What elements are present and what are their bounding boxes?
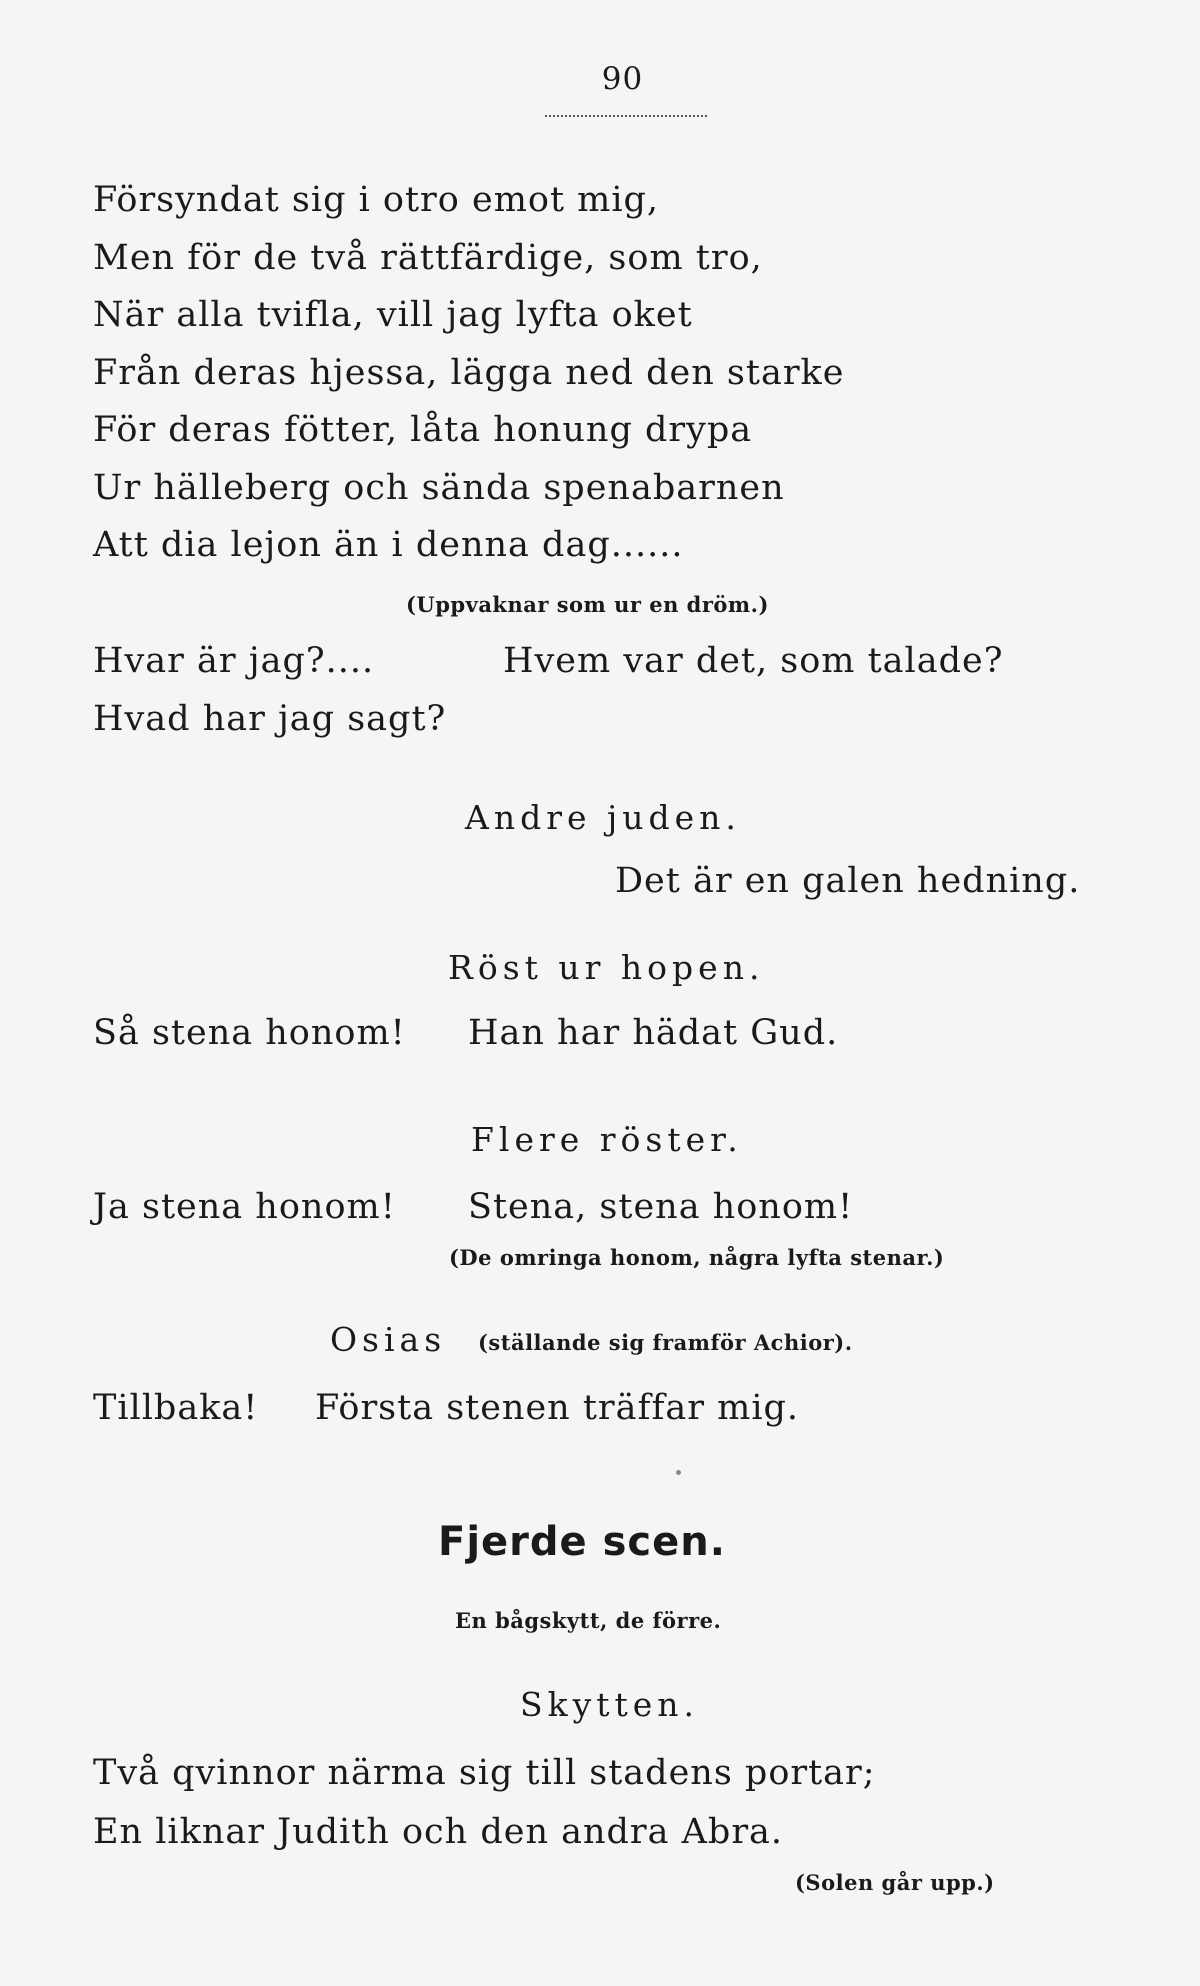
line-hvem-var-det: Hvem var det, som talade?: [503, 641, 1004, 681]
verse-line-6: Ur hälleberg och sända spenabarnen: [93, 468, 785, 508]
line-forsta-stenen: Första stenen träffar mig.: [315, 1388, 800, 1428]
speaker-flere-roster: Flere röster.: [471, 1120, 743, 1159]
verse-line-3: När alla tvifla, vill jag lyfta oket: [93, 295, 693, 335]
line-ja-stena-honom: Ja stena honom!: [93, 1187, 396, 1227]
line-stena-stena-honom: Stena, stena honom!: [468, 1187, 854, 1227]
verse-line-5: För deras fötter, låta honung drypa: [93, 410, 753, 450]
line-hvad-har-jag-sagt: Hvad har jag sagt?: [93, 699, 447, 739]
stage-direction-awakens: (Uppvaknar som ur en dröm.): [406, 592, 769, 617]
verse-line-1: Försyndat sig i otro emot mig,: [93, 180, 660, 220]
verse-line-7: Att dia lejon än i denna dag......: [93, 525, 684, 565]
verse-line-4: Från deras hjessa, lägga ned den starke: [93, 353, 845, 393]
stage-direction-osias: (ställande sig framför Achior).: [478, 1330, 853, 1355]
line-sa-stena-honom: Så stena honom!: [93, 1013, 406, 1053]
line-galen-hedning: Det är en galen hedning.: [615, 861, 1081, 901]
line-han-har-hadat: Han har hädat Gud.: [468, 1013, 839, 1053]
stage-direction-stones: (De omringa honom, några lyfta stenar.): [449, 1245, 945, 1270]
speaker-andre-juden: Andre juden.: [465, 798, 741, 837]
header-rule: [545, 115, 707, 117]
line-tillbaka: Tillbaka!: [93, 1388, 259, 1428]
stage-direction-sunrise: (Solen går upp.): [795, 1870, 995, 1895]
ornament-dot: [676, 1470, 681, 1475]
scene-cast: En bågskytt, de förre.: [455, 1608, 722, 1633]
speaker-rost-ur-hopen: Röst ur hopen.: [448, 948, 765, 987]
speaker-osias: Osias: [330, 1320, 447, 1359]
verse-line-2: Men för de två rättfärdige, som tro,: [93, 238, 763, 278]
scene-title: Fjerde scen.: [438, 1519, 726, 1565]
line-hvar-ar-jag: Hvar är jag?....: [93, 641, 375, 681]
line-tva-qvinnor: Två qvinnor närma sig till stadens portar;: [93, 1753, 876, 1793]
speaker-skytten: Skytten.: [520, 1685, 700, 1724]
line-en-liknar-judith: En liknar Judith och den andra Abra.: [93, 1812, 784, 1852]
page-number: 90: [601, 61, 644, 97]
